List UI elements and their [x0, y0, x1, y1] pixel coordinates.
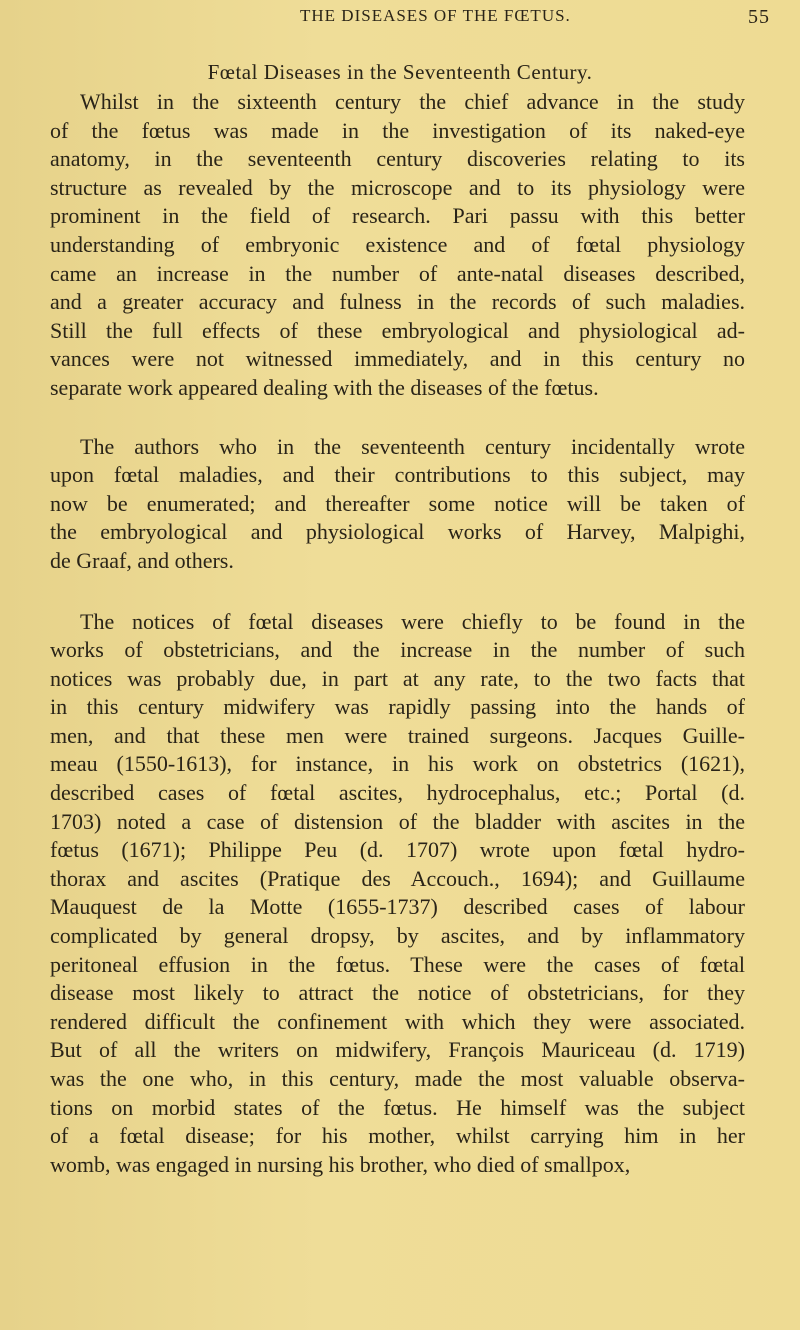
text-line: the embryological and physiological works of Harvey, Malpighi,: [50, 519, 745, 545]
text-line: Still the full effects of these embryological and physiological ad-: [50, 317, 745, 343]
text-line: disease most likely to attract the notice of obstetricians, for they: [50, 980, 745, 1006]
text-line: structure as revealed by the microscope and to its physiology were: [50, 174, 745, 200]
text-line: came an increase in the number of ante-natal diseases described,: [50, 260, 745, 286]
page-header: [230, 6, 770, 30]
text-line: anatomy, in the seventeenth century discoveries relating to its: [50, 146, 745, 172]
text-line: fœtus (1671); Philippe Peu (d. 1707) wrote upon fœtal hydro-: [50, 837, 745, 863]
text-line: complicated by general dropsy, by ascites, and by inflammatory: [50, 923, 745, 949]
text-line: 1703) noted a case of distension of the bladder with ascites in the: [50, 808, 745, 834]
text-line: meau (1550-1613), for instance, in his work on obstetrics (1621),: [50, 751, 745, 777]
text-line: of the fœtus was made in the investigation of its naked-eye: [50, 117, 745, 143]
paragraph: [50, 88, 745, 403]
text-line: The notices of fœtal diseases were chiefly to be found in the: [80, 608, 745, 634]
text-line: rendered difficult the confinement with which they were associated.: [50, 1008, 745, 1034]
text-line: peritoneal effusion in the fœtus. These were the cases of fœtal: [50, 951, 745, 977]
text-line: The authors who in the seventeenth century incidentally wrote: [80, 433, 745, 459]
text-line: separate work appeared dealing with the diseases of the fœtus.: [50, 374, 599, 400]
text-line: Whilst in the sixteenth century the chief advance in the study: [80, 89, 745, 114]
text-line: thorax and ascites (Pratique des Accouch., 1694); and Guillaume: [50, 865, 745, 891]
text-line: Mauquest de la Motte (1655-1737) described cases of labour: [50, 894, 745, 920]
text-line: prominent in the field of research. Pari passu with this better: [50, 203, 745, 229]
text-line: vances were not witnessed immediately, and in this century no: [50, 346, 745, 372]
section-title: Fœtal Diseases in the Seventeenth Century.: [207, 60, 593, 84]
text-line: men, and that these men were trained surgeons. Jacques Guille-: [50, 722, 745, 748]
text-line: upon fœtal maladies, and their contributions to this subject, may: [50, 462, 745, 488]
text-line: and a greater accuracy and fulness in the records of such maladies.: [50, 289, 745, 315]
text-line: understanding of embryonic existence and of fœtal physiology: [50, 231, 745, 257]
text-line: tions on morbid states of the fœtus. He himself was the subject: [50, 1094, 745, 1120]
text-line: in this century midwifery was rapidly passing into the hands of: [50, 694, 745, 720]
text-line: de Graaf, and others.: [50, 547, 234, 573]
text-line: womb, was engaged in nursing his brother, who died of smallpox,: [50, 1151, 631, 1177]
running-title: THE DISEASES OF THE FŒTUS.: [300, 6, 571, 25]
paragraph: [50, 608, 745, 1180]
text-line: was the one who, in this century, made the most valuable observa-: [50, 1066, 745, 1091]
paragraph: [50, 433, 745, 576]
text-line: notices was probably due, in part at any rate, to the two facts that: [50, 665, 745, 691]
text-line: described cases of fœtal ascites, hydrocephalus, etc.; Portal (d.: [50, 780, 745, 806]
page-number: 55: [748, 6, 770, 28]
text-line: But of all the writers on midwifery, François Mauriceau (d. 1719): [50, 1037, 745, 1063]
text-line: now be enumerated; and thereafter some notice will be taken of: [50, 490, 745, 516]
text-line: of a fœtal disease; for his mother, whilst carrying him in her: [50, 1123, 745, 1149]
body-text: [50, 88, 745, 1183]
text-line: works of obstetricians, and the increase in the number of such: [50, 637, 745, 663]
